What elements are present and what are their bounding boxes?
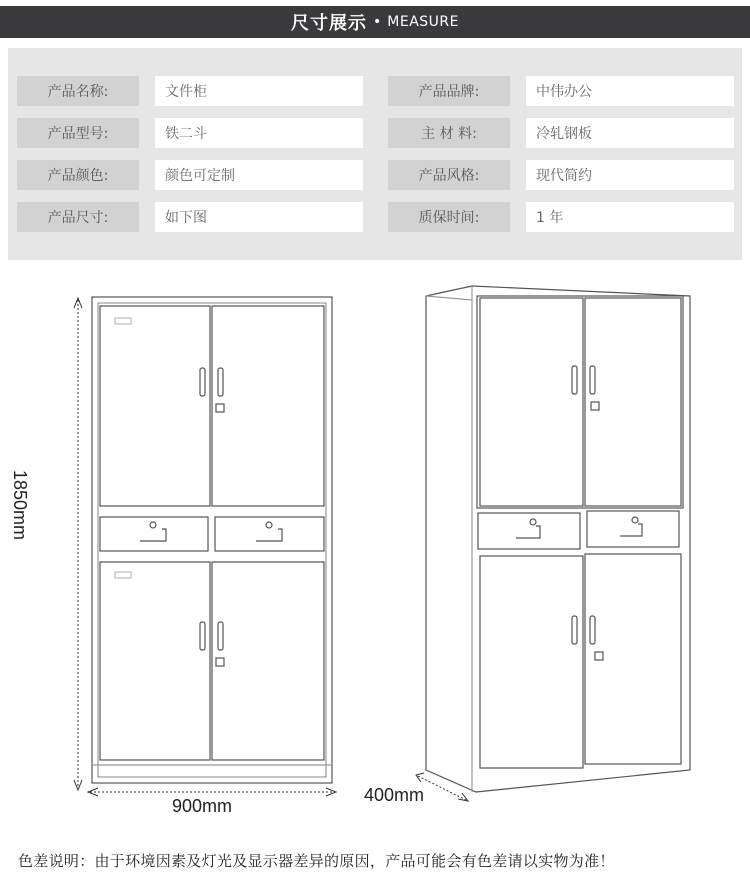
width-dimension-label: 900mm bbox=[172, 796, 233, 816]
height-dimension-line bbox=[74, 298, 82, 790]
spec-label: 产品名称: bbox=[17, 76, 139, 106]
spec-label: 主 材 料: bbox=[388, 118, 510, 148]
spec-label: 质保时间: bbox=[388, 202, 510, 232]
spec-value: 1 年 bbox=[526, 202, 734, 232]
spec-value: 冷轧钢板 bbox=[526, 118, 734, 148]
color-disclaimer: 色差说明：由于环境因素及灯光及显示器差异的原因，产品可能会有色差请以实物为准！ bbox=[18, 852, 615, 870]
spec-value: 文件柜 bbox=[155, 76, 363, 106]
perspective-view-cabinet bbox=[426, 286, 690, 792]
spec-panel bbox=[8, 48, 742, 260]
depth-dimension-label: 400mm bbox=[364, 785, 425, 805]
spec-label: 产品型号: bbox=[17, 118, 139, 148]
spec-row bbox=[8, 202, 742, 232]
spec-row bbox=[8, 160, 742, 190]
spec-label: 产品品牌: bbox=[388, 76, 510, 106]
section-title: 尺寸展示 bbox=[291, 13, 367, 34]
spec-row bbox=[8, 76, 742, 106]
spec-value: 颜色可定制 bbox=[155, 160, 363, 190]
spec-label: 产品颜色: bbox=[17, 160, 139, 190]
spec-value: 铁二斗 bbox=[155, 118, 363, 148]
spec-label: 产品风格: bbox=[388, 160, 510, 190]
spec-value: 中伟办公 bbox=[526, 76, 734, 106]
section-subtitle: MEASURE bbox=[387, 14, 459, 30]
spec-row bbox=[8, 118, 742, 148]
height-dimension-label: 1850mm bbox=[10, 470, 30, 541]
spec-label: 产品尺寸: bbox=[17, 202, 139, 232]
title-separator: • bbox=[373, 14, 382, 30]
spec-value: 现代简约 bbox=[526, 160, 734, 190]
cabinet-diagram bbox=[0, 270, 750, 830]
front-view-cabinet bbox=[92, 297, 332, 783]
section-header bbox=[0, 6, 750, 38]
width-dimension-line bbox=[88, 788, 336, 796]
spec-value: 如下图 bbox=[155, 202, 363, 232]
